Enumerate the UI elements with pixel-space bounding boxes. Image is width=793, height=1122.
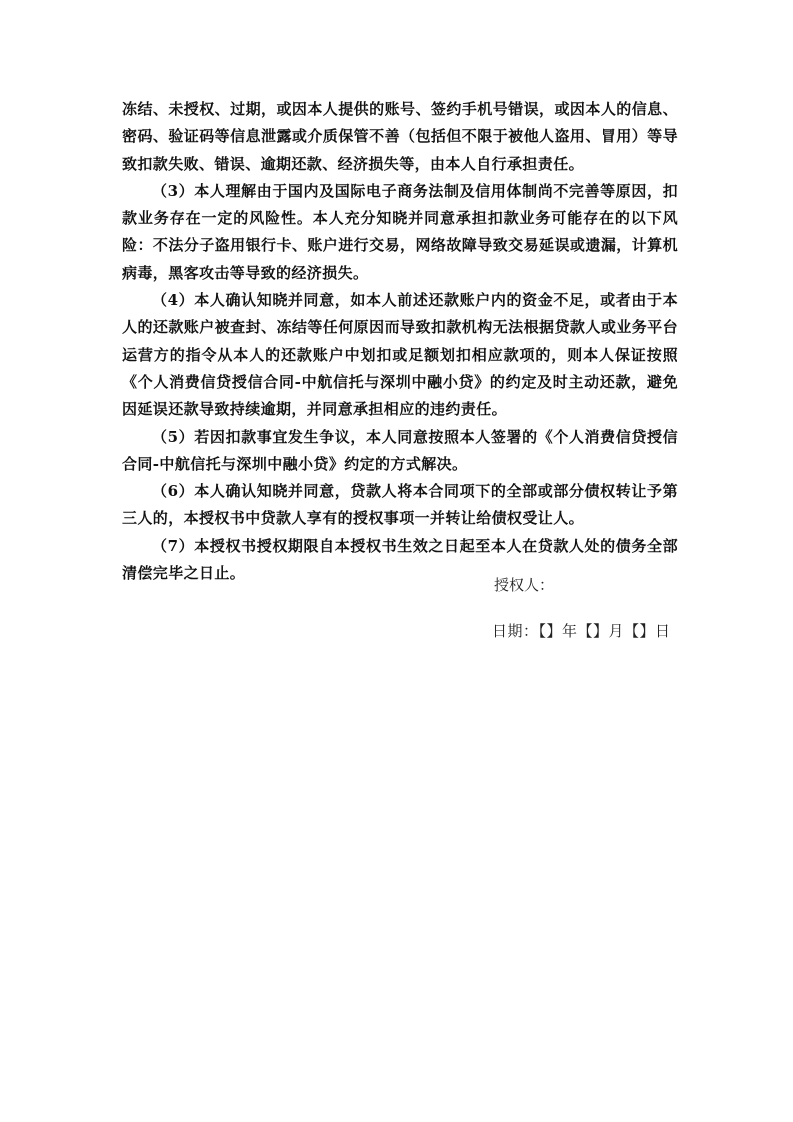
paragraph-continuation: 冻结、未授权、过期，或因本人提供的账号、签约手机号错误，或因本人的信息、密码、验证码等信息泄露或介质保管不善（包括但不限于被他人盗用、冒用）等导致扣款失败、错误、逾期还款、经济损失等，由本人自行承担责任。 bbox=[122, 100, 678, 173]
signature-label: 授权人： bbox=[494, 576, 555, 594]
paragraph-clause-3: （3）本人理解由于国内及国际电子商务法制及信用体制尚不完善等原因，扣款业务存在一定的风险性。本人充分知晓并同意承担扣款业务可能存在的以下风险：不法分子盗用银行卡、账户进行交易，网络故障导致交易延误或遗漏，计算机病毒，黑客攻击等导致的经济损失。 bbox=[122, 181, 678, 282]
paragraph-clause-4: （4）本人确认知晓并同意，如本人前述还款账户内的资金不足，或者由于本人的还款账户被查封、冻结等任何原因而导致扣款机构无法根据贷款人或业务平台运营方的指令从本人的还款账户中划扣或足额划扣相应款项的，则本人保证按照《个人消费信贷授信合同-中航信托与深圳中融小贷》的约定及时主动还款，避免因延误还款导致持续逾期，并同意承担相应的违约责任。 bbox=[122, 291, 678, 419]
document-body bbox=[122, 96, 678, 587]
paragraph-clause-5: （5）若因扣款事宜发生争议，本人同意按照本人签署的《个人消费信贷授信合同-中航信托与深圳中融小贷》约定的方式解决。 bbox=[122, 427, 678, 473]
date-line: 日期：【】年【】月【】日 bbox=[492, 622, 671, 640]
paragraph-clause-6: （6）本人确认知晓并同意，贷款人将本合同项下的全部或部分债权转让予第三人的，本授权书中贷款人享有的授权事项一并转让给债权受让人。 bbox=[122, 482, 678, 528]
paragraph-clause-7: （7）本授权书授权期限自本授权书生效之日起至本人在贷款人处的债务全部清偿完毕之日止。 bbox=[122, 536, 678, 583]
